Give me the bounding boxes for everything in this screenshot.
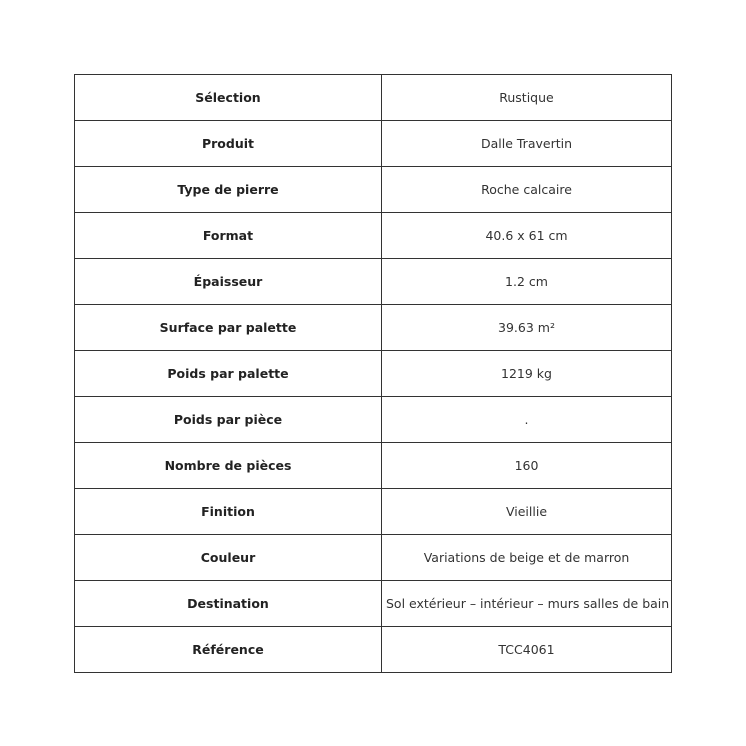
table-row [75,535,672,581]
row-label: Couleur [75,535,382,581]
row-label: Produit [75,121,382,167]
row-label: Format [75,213,382,259]
table-row [75,351,672,397]
table-row [75,259,672,305]
table-row [75,397,672,443]
table-row [75,213,672,259]
row-label: Nombre de pièces [75,443,382,489]
row-value: Roche calcaire [382,167,672,213]
row-value: Vieillie [382,489,672,535]
table-row [75,305,672,351]
table-row [75,167,672,213]
row-label: Référence [75,627,382,673]
row-value: Rustique [382,75,672,121]
row-value: 39.63 m² [382,305,672,351]
table-row [75,443,672,489]
row-label: Finition [75,489,382,535]
row-label: Sélection [75,75,382,121]
row-label: Poids par palette [75,351,382,397]
table-row [75,489,672,535]
row-value: 40.6 x 61 cm [382,213,672,259]
row-value: TCC4061 [382,627,672,673]
row-label: Type de pierre [75,167,382,213]
row-value: . [382,397,672,443]
table-row [75,121,672,167]
spec-table-body [75,75,672,673]
product-spec-table [74,74,672,673]
row-value: 1219 kg [382,351,672,397]
table-row [75,75,672,121]
row-value: Variations de beige et de marron [382,535,672,581]
row-label: Épaisseur [75,259,382,305]
row-value: 160 [382,443,672,489]
row-label: Destination [75,581,382,627]
row-value: 1.2 cm [382,259,672,305]
row-label: Poids par pièce [75,397,382,443]
row-label: Surface par palette [75,305,382,351]
row-value: Dalle Travertin [382,121,672,167]
row-value: Sol extérieur – intérieur – murs salles de bain [382,581,672,627]
table-row [75,581,672,627]
table-row [75,627,672,673]
